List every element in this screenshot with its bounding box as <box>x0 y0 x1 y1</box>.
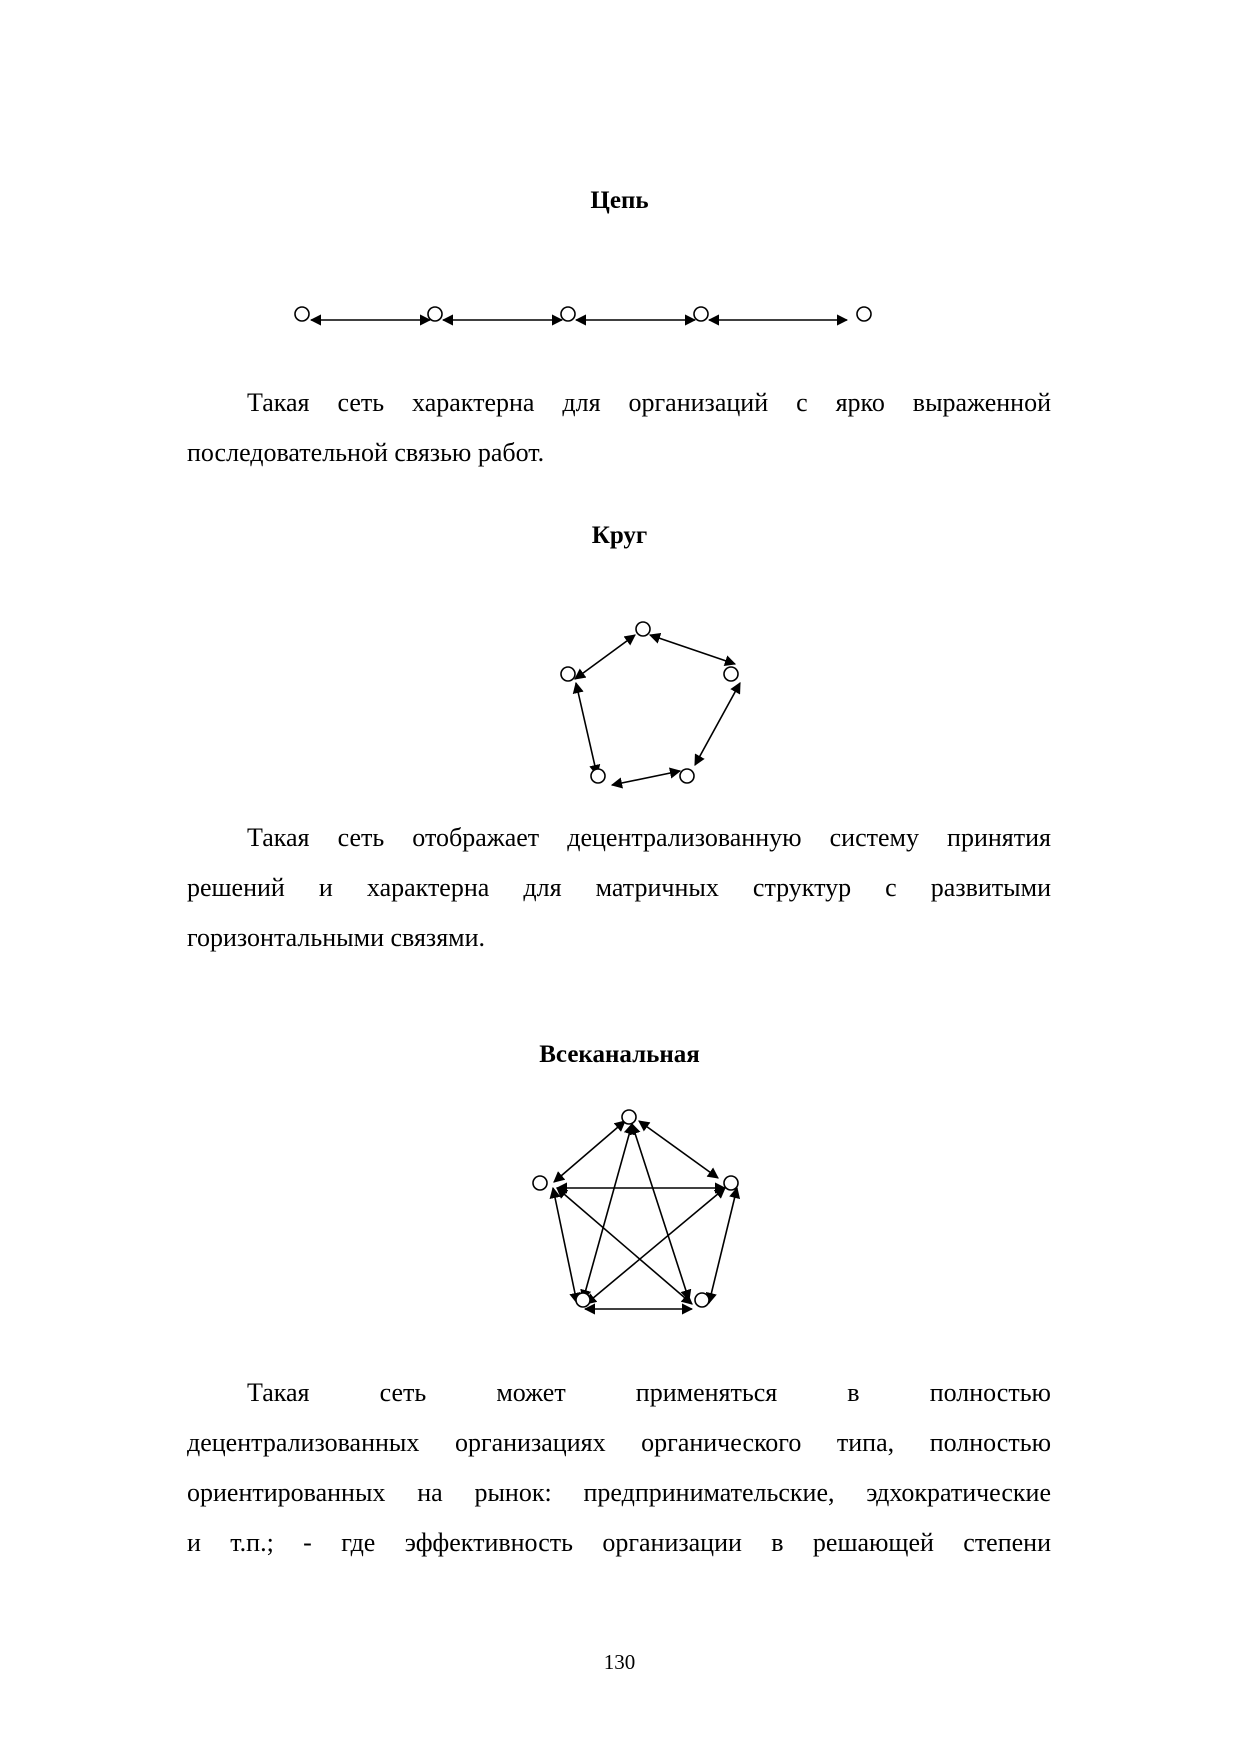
paragraph-circle <box>187 813 1051 963</box>
all-node-right <box>724 1176 738 1190</box>
all-link-right-bottomleft <box>586 1188 725 1304</box>
circle-link-4 <box>612 771 680 785</box>
chain-node-1 <box>295 307 309 321</box>
paragraph-line: и т.п.; - где эффективность организации в решающей степени <box>187 1528 1051 1557</box>
paragraph-line: Такая сеть характерна для организаций с ярко выраженной <box>247 388 1051 417</box>
chain-node-4 <box>694 307 708 321</box>
paragraph-all-channel <box>187 1368 1051 1568</box>
all-link-top-left <box>554 1121 625 1182</box>
chain-node-2 <box>428 307 442 321</box>
section-title-circle: Круг <box>591 522 648 549</box>
circle-node-right <box>724 667 738 681</box>
all-node-left <box>533 1176 547 1190</box>
all-channel-network-diagram <box>525 1108 745 1313</box>
all-node-top <box>622 1110 636 1124</box>
paragraph-line: последовательной связью работ. <box>187 438 545 467</box>
section-title-chain: Цепь <box>590 187 649 214</box>
all-link-top-right <box>639 1121 718 1178</box>
paragraph-line: децентрализованных организациях органического типа, полностью <box>187 1428 1051 1457</box>
all-link-left-bottomleft <box>553 1188 577 1303</box>
page-number: 130 <box>603 1650 636 1674</box>
circle-link-3 <box>695 683 740 765</box>
chain-node-5 <box>857 307 871 321</box>
paragraph-line: Такая сеть отображает децентрализованную систему принятия <box>247 823 1051 852</box>
circle-network-diagram <box>550 615 750 790</box>
circle-node-left <box>561 667 575 681</box>
chain-network-diagram <box>280 295 880 335</box>
paragraph-line: решений и характерна для матричных структур с развитыми <box>187 873 1051 902</box>
all-link-right-bottomright <box>709 1188 737 1303</box>
circle-link-2 <box>650 635 735 664</box>
chain-node-3 <box>561 307 575 321</box>
circle-link-1 <box>575 635 635 679</box>
paragraph-chain <box>187 378 1051 478</box>
paragraph-line: горизонтальными связями. <box>187 923 486 952</box>
all-node-bottom-right <box>695 1293 709 1307</box>
circle-link-5 <box>576 683 597 775</box>
paragraph-line: Такая сеть может применяться в полностью <box>247 1378 1051 1407</box>
circle-node-top <box>636 622 650 636</box>
paragraph-line: ориентированных на рынок: предпринимательские, эдхократические <box>187 1478 1051 1507</box>
circle-node-bottom-left <box>591 769 605 783</box>
all-node-bottom-left <box>576 1293 590 1307</box>
section-title-all-channel: Всеканальная <box>539 1041 700 1068</box>
circle-node-bottom-right <box>680 769 694 783</box>
